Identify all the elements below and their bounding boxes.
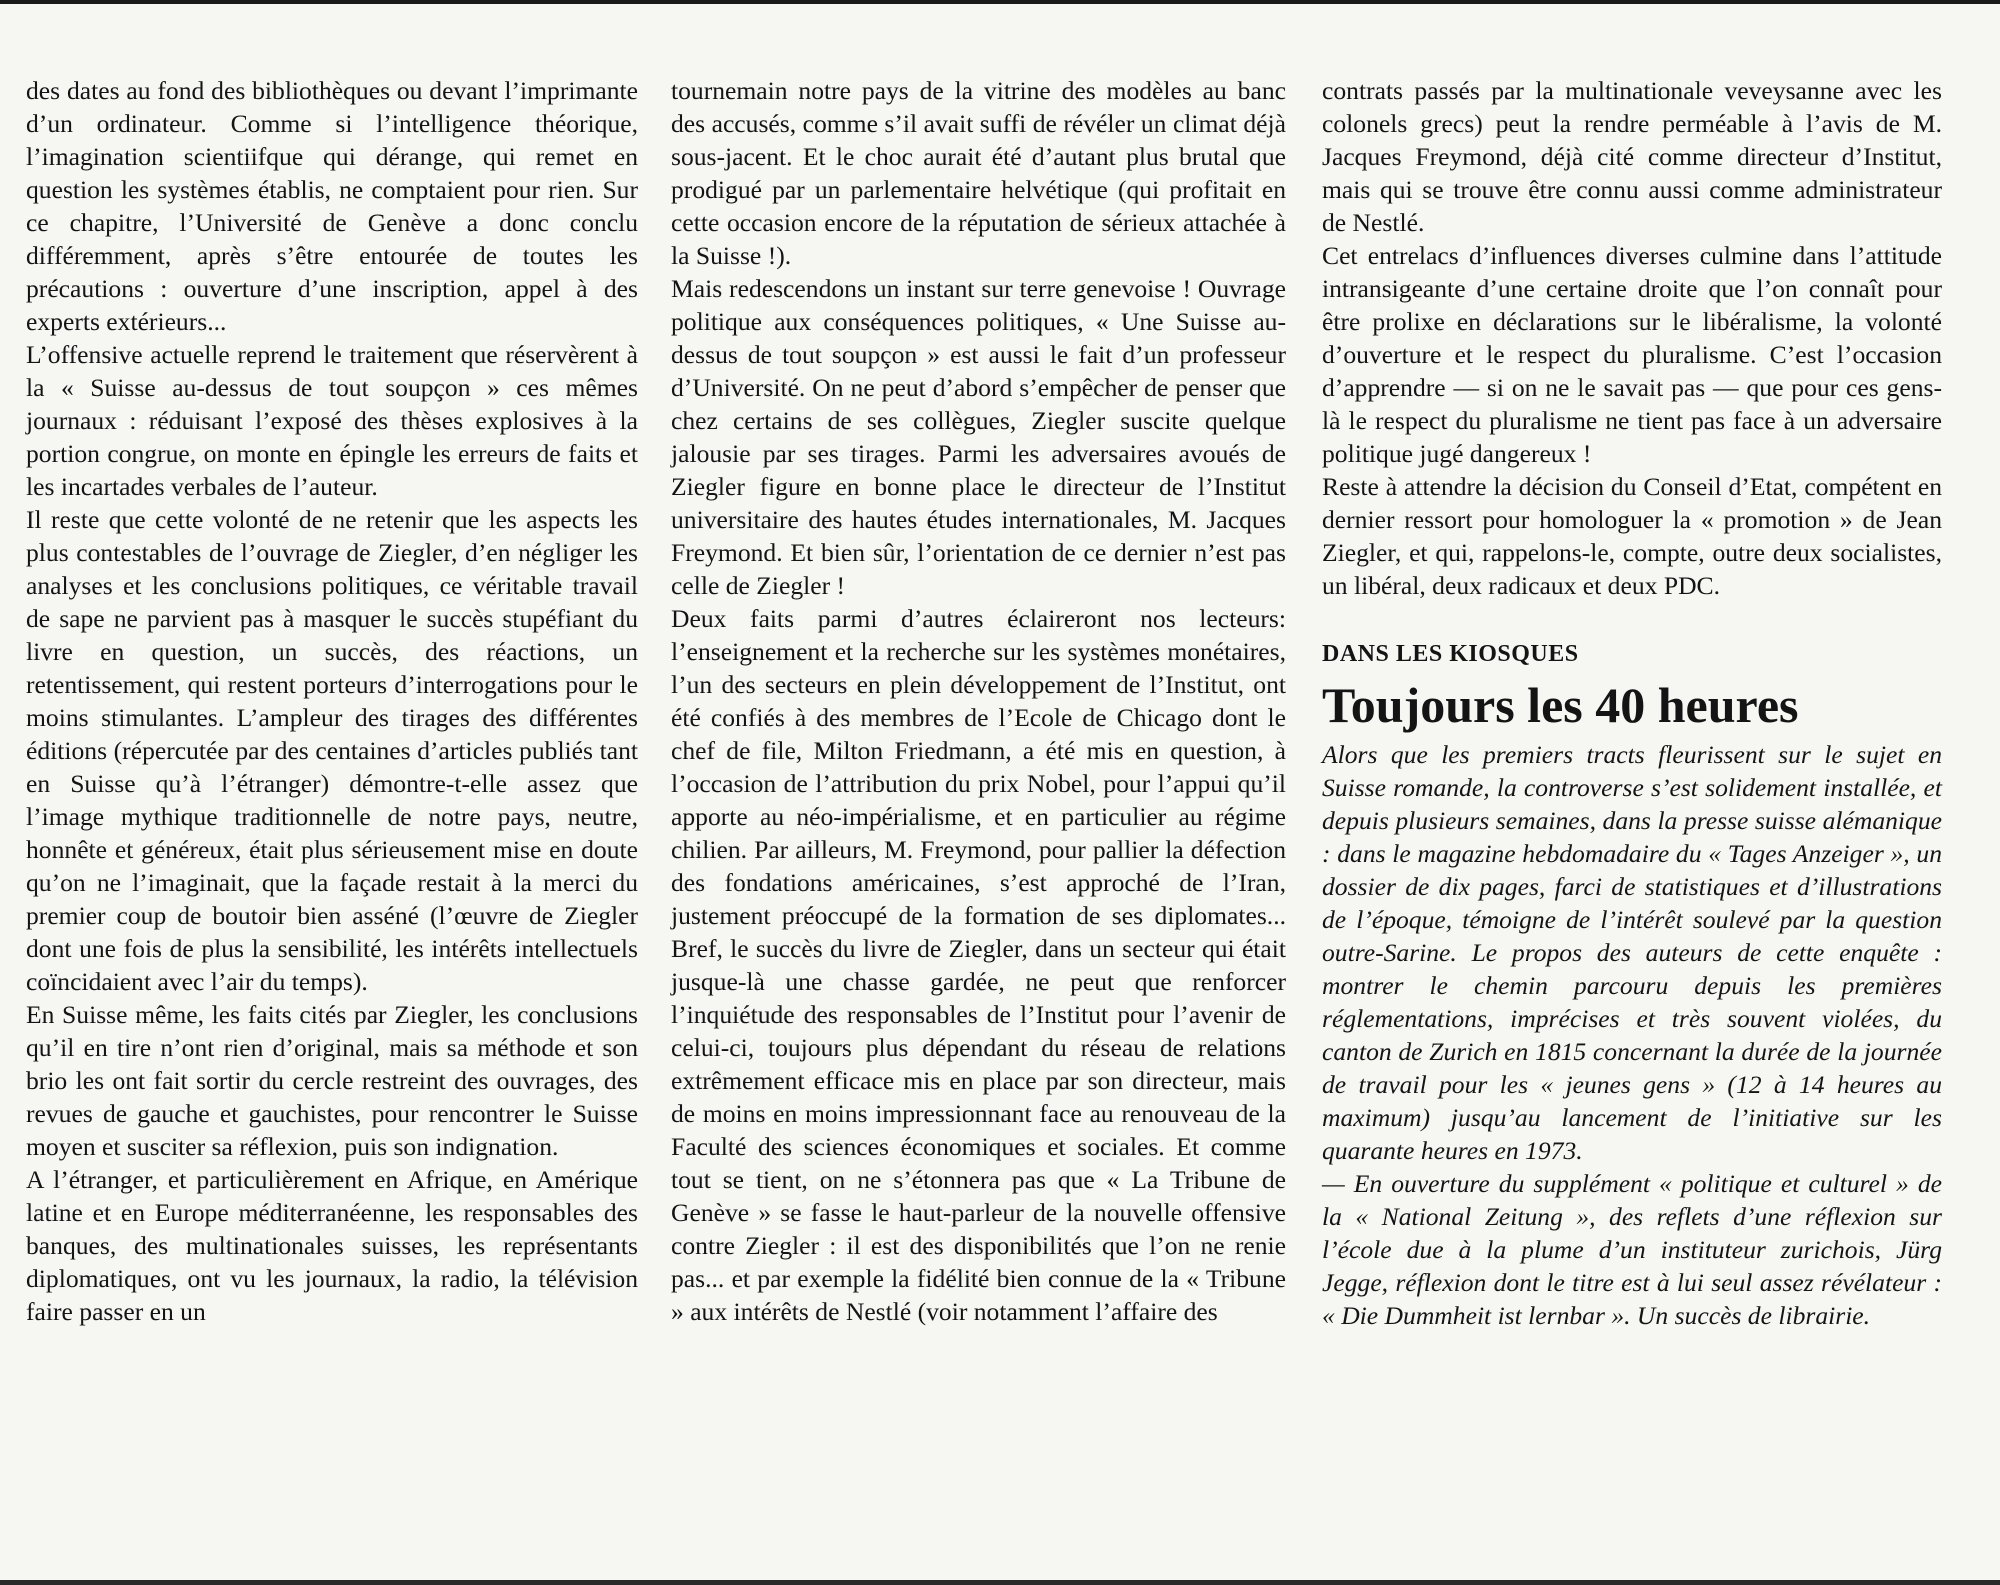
col1-paragraph-5: A l’étranger, et particulièrement en Afrique, en Amérique latine et en Europe méditerranéenne, les responsables des banques, des multinationales suisses, les représentants diplomatiques, ont vu les journaux, la radio, la télévision faire passer en un [26,1165,638,1326]
col1-paragraph-4: En Suisse même, les faits cités par Ziegler, les conclusions qu’il en tire n’ont rien d’original, mais sa méthode et son brio les ont fait sortir du cercle restreint des ouvrages, des revues de gauche et gauchistes, pour rencontrer le Suisse moyen et susciter sa réflexion, puis son indignation. [26,1000,638,1161]
col2-paragraph-3: Deux faits parmi d’autres éclaireront nos lecteurs: l’enseignement et la recherche sur les systèmes monétaires, l’un des secteurs en plein développement de l’Institut, ont été confiés à des membres de l’Ecole de Chicago dont le chef de file, Milton Friedmann, a été mis en question, à l’occasion de l’attribution du prix Nobel, pour l’appui qu’il apporte au néo-impérialisme, et en particulier au régime chilien. Par ailleurs, M. Freymond, pour pallier la défection des fondations américaines, s’est approché de l’Iran, justement préoccupé de la formation de ses diplomates... Bref, le succès du livre de Ziegler, dans un secteur qui était jusque-là une chasse gardée, ne peut que renforcer l’inquiétude des responsables de l’Institut pour l’avenir de celui-ci, toujours plus dépendant du réseau de relations extrêmement efficace mis en place par son directeur, mais de moins en moins impressionnant face au renouveau de la Faculté des sciences économiques et sociales. Et comme tout se tient, on ne s’étonnera pas que « La Tribune de Genève » se fasse le haut-parleur de la nouvelle offensive contre Ziegler : il est des disponibilités que l’on ne renie pas... et par exemple la fidélité bien connue de la « Tribune » aux intérêts de Nestlé (voir notamment l’affaire des [671,604,1286,1326]
article-italic-paragraph-1: Alors que les premiers tracts fleurissent sur le sujet en Suisse romande, la controverse s’est solidement installée, et depuis plusieurs semaines, dans la presse suisse alémanique : dans le magazine hebdomadaire du « Tages Anzeiger », un dossier de dix pages, farci de statistiques et d’illustrations de l’époque, témoigne de l’intérêt soulevé par la question outre-Sarine. Le propos des auteurs de cette enquête : montrer le chemin parcouru depuis les premières réglementations, imprécises et très souvent violées, du canton de Zurich en 1815 concernant la durée de la journée de travail pour les « jeunes gens » (12 à 14 heures au maximum) jusqu’au lancement de l’initiative sur les quarante heures en 1973. [1322,740,1942,1165]
col2-paragraph-2: Mais redescendons un instant sur terre genevoise ! Ouvrage politique aux conséquences politiques, « Une Suisse au-dessus de tout soupçon » est aussi le fait d’un professeur d’Université. On ne peut d’abord s’empêcher de penser que chez certains de ses collègues, Ziegler suscite quelque jalousie par ses tirages. Parmi les adversaires avoués de Ziegler figure en bonne place le directeur de l’Institut universitaire des hautes études internationales, M. Jacques Freymond. Et bien sûr, l’orientation de ce dernier n’est pas celle de Ziegler ! [671,274,1286,600]
article-headline: Toujours les 40 heures [1322,677,1799,733]
col1-paragraph-1: des dates au fond des bibliothèques ou devant l’imprimante d’un ordinateur. Comme si l’intelligence théorique, l’imagination scientiifque qui dérange, qui remet en question les systèmes établis, ne comptaient pour rien. Sur ce chapitre, l’Université de Genève a donc conclu différemment, après s’être entourée de toutes les précautions : ouverture d’une inscription, appel à des experts extérieurs... [26,76,638,336]
col2-paragraph-1: tournemain notre pays de la vitrine des modèles au banc des accusés, comme s’il avait suffi de révéler un climat déjà sous-jacent. Et le choc aurait été d’autant plus brutal que prodigué par un parlementaire helvétique (qui profitait en cette occasion encore de la réputation de sérieux attachée à la Suisse !). [671,76,1286,270]
column-2 [671,74,1286,1328]
col1-paragraph-3: Il reste que cette volonté de ne retenir que les aspects les plus contestables de l’ouvrage de Ziegler, d’en négliger les analyses et les conclusions politiques, ce véritable travail de sape ne parvient pas à masquer le succès stupéfiant du livre en question, un succès, des réactions, un retentissement, qui restent porteurs d’interrogations pour le moins stimulantes. L’ampleur des tirages des différentes éditions (répercutée par des centaines d’articles publiés tant en Suisse qu’à l’étranger) démontre-t-elle assez que l’image mythique traditionnelle de notre pays, neutre, honnête et généreux, était plus sérieusement mise en doute qu’on ne l’imaginait, que la façade restait à la merci du premier coup de boutoir bien asséné (l’œuvre de Ziegler dont une fois de plus la sensibilité, les intérêts intellectuels coïncidaient avec l’air du temps). [26,505,638,996]
col1-paragraph-2: L’offensive actuelle reprend le traitement que réservèrent à la « Suisse au-dessus de tout soupçon » ces mêmes journaux : réduisant l’exposé des thèses explosives à la portion congrue, on monte en épingle les erreurs de faits et les incartades verbales de l’auteur. [26,340,638,501]
section-kicker: DANS LES KIOSQUES [1322,641,1579,667]
article-italic-paragraph-2: — En ouverture du supplément « politique et culturel » de la « National Zeitung », des reflets d’une réflexion sur l’école due à la plume d’un instituteur zurichois, Jürg Jegge, réflexion dont le titre est à lui seul assez révélateur : « Die Dummheit ist lernbar ». Un succès de librairie. [1322,1169,1942,1330]
column-3 [1322,74,1942,1332]
top-rule [0,0,2000,4]
col3-paragraph-3: Reste à attendre la décision du Conseil d’Etat, compétent en dernier ressort pour homologuer la « promotion » de Jean Ziegler, et qui, rappelons-le, compte, outre deux socialistes, un libéral, deux radicaux et deux PDC. [1322,472,1942,600]
column-1 [26,74,638,1328]
bottom-rule [0,1580,2000,1585]
col3-paragraph-2: Cet entrelacs d’influences diverses culmine dans l’attitude intransigeante d’une certaine droite que l’on connaît pour être prolixe en déclarations sur le libéralisme, la volonté d’ouverture et le respect du pluralisme. C’est l’occasion d’apprendre — si on ne le savait pas — que pour ces gens-là le respect du pluralisme ne tient pas face à un adversaire politique jugé dangereux ! [1322,241,1942,468]
col3-paragraph-1: contrats passés par la multinationale veveysanne avec les colonels grecs) peut la rendre perméable à l’avis de M. Jacques Freymond, déjà cité comme directeur d’Institut, mais qui se trouve être connu aussi comme administrateur de Nestlé. [1322,76,1942,237]
